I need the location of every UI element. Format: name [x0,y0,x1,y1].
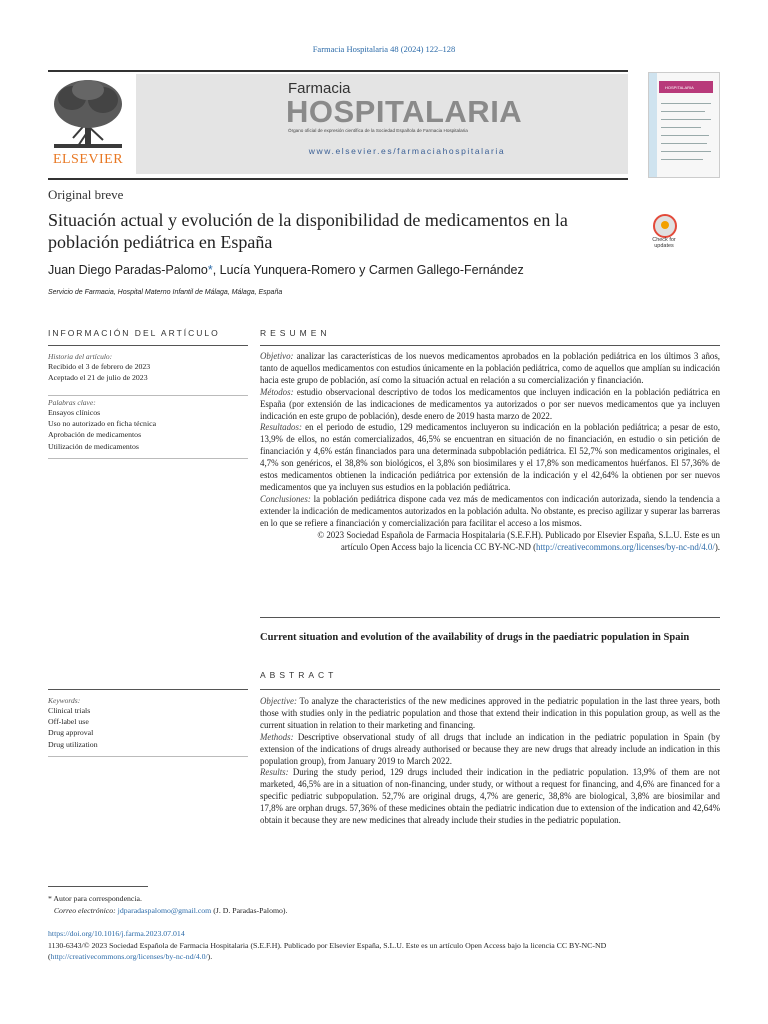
objetivo-text: analizar las características de los nuevos medicamentos aprobados en la población pediátrica en los últimos 3 años, tanto de aquellos medicamentos con estudios únicamente en la población pediátrica, como de aquellos que amplían su indicación hacia este grupo de población, así como la situación actual en relación a su comercialización y financiación. [260,351,721,385]
methods-text: Descriptive observational study of all drugs that include an indication in the pediatric population in Spain (by extension of the indications of drugs already authorised or because they are new drugs that already include an indication in this population group), from January 2019 to March 2022. [260,731,721,766]
abstract-objective [260,696,720,732]
copyright-notice-es [260,530,720,554]
cover-line [661,127,701,128]
abstract-methods [260,732,720,768]
metodos-text: estudio observacional descriptivo de todos los medicamentos que incluyen indicación en la población pediátrica en España (por extensión de las indicaciones de medicamentos ya autorizados o por ser nuevos medicamentos que ya incluyen indicación en este grupo de población), desde enero de 2019 hasta marzo de 2022. [260,386,721,421]
author-name: Juan Diego Paradas-Palomo [48,263,208,277]
cover-title: HOSPITALARIA [665,85,694,90]
divider [48,689,248,690]
issn-license-notice [48,940,728,962]
journal-masthead [136,74,628,174]
resultados-text: en el periodo de estudio, 129 medicamentos incluyeron su indicación en la población pediátrica; a pesar de esto, 13,9% de ellos, no están comercializados, 46,5% se encuentran en situación de no financiación, en estudio o sin petición de financiación y 4,6% están financiados para una determinada subpoblación pediátrica. El 52,7% son medicamentos originales, el 4,7% son genéricos, el 38,8% son biológicos, el 3,8% son biosimilares y el 17,8% son medicamentos huérfanos. El 57,36% de estos medicamentos obtienen la indicación pediátrica por extensión de la indicación y el 42,64% la obtienen por ser nuevos medicamentos que ya incluyen sus estudios en la población pediátrica. [260,422,721,492]
abstract-heading: ABSTRACT [260,670,338,680]
objective-text: To analyze the characteristics of the new medicines approved in the pediatric population in the last three years, both those with studies only in the pediatric population and those that extend their indication in this population group, as well as the current situation in relation to their marketing and financing. [260,696,720,730]
check-updates-label: Check for updates [652,237,676,249]
divider [48,458,248,459]
check-for-updates-button[interactable] [644,214,684,254]
resumen-objetivo [260,351,720,387]
resumen-metodos [260,387,720,423]
masthead-brand-main: HOSPITALARIA [286,94,523,129]
objective-label: Objective: [260,696,297,706]
keyword-item: Utilización de medicamentos [48,441,139,451]
journal-citation-link[interactable]: Farmacia Hospitalaria 48 (2024) 122–128 [312,44,456,54]
keywords-es-label: Palabras clave: [48,398,96,407]
abstract-results [260,767,720,827]
divider [260,689,720,690]
elsevier-tree-icon [48,76,128,152]
keyword-item: Uso no autorizado en ficha técnica [48,419,157,429]
results-label: Results: [260,767,289,778]
resumen-heading: RESUMEN [260,328,331,338]
keyword-item: Ensayos clínicos [48,408,101,417]
divider [48,345,248,346]
accepted-date: Aceptado el 21 de julio de 2023 [48,373,148,383]
footnote [48,893,728,917]
cover-side-stripe [649,73,657,177]
elsevier-wordmark: ELSEVIER [52,152,124,167]
keyword-item: Clinical trials [48,706,91,715]
divider [260,345,720,346]
resultados-label: Resultados: [260,422,302,433]
author-list [48,263,524,277]
divider [260,617,720,618]
keywords-en [48,696,248,750]
masthead-subtitle: Órgano oficial de expresión científica de la Sociedad Española de Farmacia Hospitalaria [288,128,468,133]
divider [48,395,248,396]
keyword-item: Off-label use [48,717,89,727]
copyright-line1: © 2023 Sociedad Española de Farmacia Hospitalaria (S.E.F.H). Publicado por Elsevier España, S.L.U. Este es un [317,529,720,540]
history-label: Historia del artículo: [48,352,113,361]
conclusiones-text: la población pediátrica dispone cada vez más de medicamentos con indicación autorizada, siendo la tendencia a extender la indicación de medicamentos autorizados en la población adulta. No obstante, es preciso agilizar y superar las barreras en lo que se refiere a financiación y comercialización para facilitar el acceso a los mismos. [260,493,720,528]
article-title: Situación actual y evolución de la disponibilidad de medicamentos en la población pediátrica en España [48,210,568,252]
cover-line [661,103,711,104]
journal-url-link[interactable]: www.elsevier.es/farmaciahospitalaria [308,146,506,156]
resumen-body [260,351,720,553]
keywords-en-label: Keywords: [48,696,81,705]
keyword-item: Drug utilization [48,739,98,749]
cover-line [661,119,711,120]
author-names-rest: , Lucía Yunquera-Romero y Carmen Gallego-Fernández [212,263,524,277]
license-link[interactable]: http://creativecommons.org/licenses/by-nc-nd/4.0/ [536,541,715,552]
cover-line [661,159,703,160]
journal-cover-thumbnail[interactable] [648,72,720,178]
keyword-item: Aprobación de medicamentos [48,430,142,440]
keywords-es [48,398,248,452]
issn-suffix: ). [207,952,213,961]
email-link[interactable]: jdparadaspalomo@gmail.com [117,906,212,915]
corresponding-author-note: * Autor para correspondencia. [48,894,142,903]
elsevier-logo [48,76,128,168]
resumen-conclusiones [260,494,720,530]
issn-license-link[interactable]: http://creativecommons.org/licenses/by-nc-nd/4.0/ [50,952,208,961]
abstract-body [260,696,720,827]
cover-line [661,151,711,152]
cover-line [661,135,709,136]
email-suffix: (J. D. Paradas-Palomo). [211,906,288,915]
divider [48,756,248,757]
email-line [48,905,728,917]
cover-line [661,111,705,112]
article-type: Original breve [48,187,124,202]
cover-line [661,143,707,144]
corresponding-author-link[interactable]: * [207,263,213,277]
email-label: Correo electrónico: [53,906,116,915]
footnote-divider [48,886,148,887]
conclusiones-label: Conclusiones: [260,493,311,504]
doi-link[interactable]: https://doi.org/10.1016/j.farma.2023.07.014 [48,929,185,938]
cover-title-bar [659,81,713,93]
check-updates-icon [653,214,677,238]
english-title: Current situation and evolution of the availability of drugs in the paediatric population in Spain [260,632,690,643]
article-info-heading: INFORMACIÓN DEL ARTÍCULO [48,328,220,338]
resumen-resultados [260,422,720,493]
affiliation: Servicio de Farmacia, Hospital Materno Infantil de Málaga, Málaga, España [48,289,283,296]
results-text: During the study period, 129 drugs included their indication in the pediatric population. 13,9% of them are not marketed, 46,5% are in a situation of non-financing, under study, or without a request for financing, and 4,6% are financed for a specific pediatric subpopulation. 52,7% are original drugs, 4,7% are generic, 38,8% are biological, 3,8% are biosimilar and 17,8% are orphan drugs. 57,36% of these medicines obtain the pediatric indication due to extension of the indication and 42,64% obtain it because they are new medicines that already include their studies in the pediatric population. [260,767,720,826]
metodos-label: Métodos: [260,386,294,397]
article-history [48,352,248,383]
copyright-line2: artículo Open Access bajo la licencia CC BY-NC-ND ( [340,541,537,552]
methods-label: Methods: [260,731,294,742]
objetivo-label: Objetivo: [260,351,294,361]
received-date: Recibido el 3 de febrero de 2023 [48,362,151,371]
issn-text: 1130-6343/© 2023 Sociedad Española de Farmacia Hospitalaria (S.E.F.H). Publicado por Elsevier España, S.L.U. Este es un artículo Open Access bajo la licencia CC BY-NC-ND ( [48,941,607,961]
copyright-line2-end: ). [714,541,720,552]
keyword-item: Drug approval [48,728,94,738]
masthead-brand-top: Farmacia [288,80,351,97]
